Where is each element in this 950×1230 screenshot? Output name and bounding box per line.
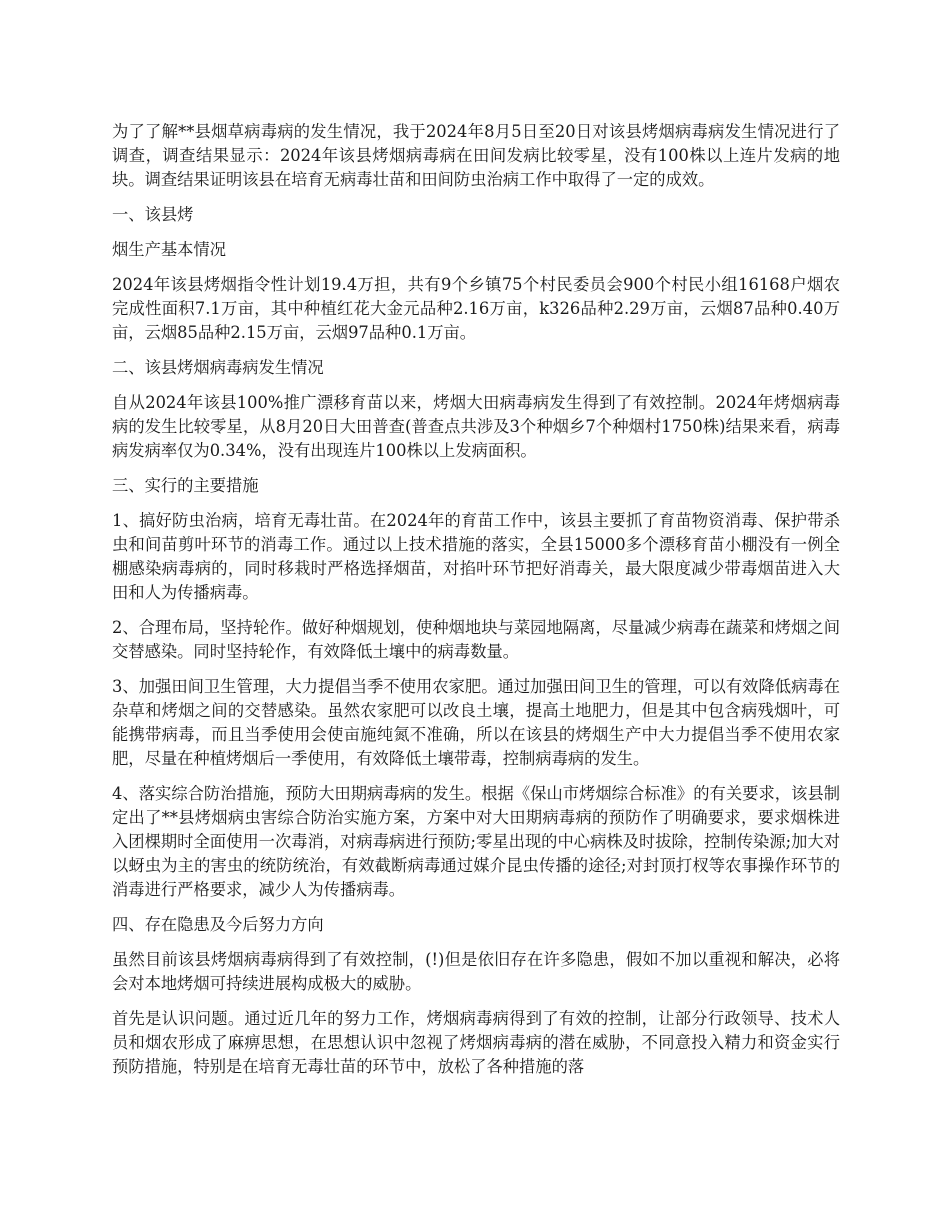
document-body: [112, 120, 840, 1090]
section-heading-3: 三、实行的主要措施: [112, 476, 259, 495]
measure-paragraph-4: 4、落实综合防治措施，预防大田期病毒病的发生。根据《保山市烤烟综合标准》的有关要求，该县制定出了**县烤烟病虫害综合防治实施方案，方案中对大田期病毒病的预防作了明确要求，要求烟株进入团棵期时全面使用一次毒消，对病毒病进行预防;零星出现的中心病株及时拔除，控制传染源;加大对以蚜虫为主的害虫的统防统治，有效截断病毒通过媒介昆虫传播的途径;对封顶打杈等农事操作环节的消毒进行严格要求，减少人为传播病毒。: [112, 784, 840, 899]
intro-paragraph: 为了了解**县烟草病毒病的发生情况，我于2024年8月5日至20日对该县烤烟病毒病发生情况进行了调查，调查结果显示：2024年该县烤烟病毒病在田间发病比较零星，没有100株以上连片发病的地块。调查结果证明该县在培育无病毒壮苗和田间防虫治病工作中取得了一定的成效。: [112, 122, 840, 189]
section-heading-1: 一、该县烤: [112, 205, 194, 224]
measure-paragraph-2: 2、合理布局，坚持轮作。做好种烟规划，使种烟地块与菜园地隔离，尽量减少病毒在蔬菜和烤烟之间交替感染。同时坚持轮作，有效降低土壤中的病毒数量。: [112, 618, 840, 661]
occurrence-paragraph: 自从2024年该县100%推广漂移育苗以来，烤烟大田病毒病发生得到了有效控制。2024年烤烟病毒病的发生比较零星，从8月20日大田普查(普查点共涉及3个种烟乡7个种烟村1750株)结果来看，病毒病发病率仅为0.34%，没有出现连片100株以上发病面积。: [112, 393, 840, 460]
section-heading-4: 四、存在隐患及今后努力方向: [112, 915, 324, 934]
measure-paragraph-3: 3、加强田间卫生管理，大力提倡当季不使用农家肥。通过加强田间卫生的管理，可以有效降低病毒在杂草和烤烟之间的交替感染。虽然农家肥可以改良土壤，提高土地肥力，但是其中包含病残烟叶，可能携带病毒，而且当季使用会使亩施纯氮不准确，所以在该县的烤烟生产中大力提倡当季不使用农家肥，尽量在种植烤烟后一季使用，有效降低土壤带毒，控制病毒病的发生。: [112, 677, 840, 768]
measure-paragraph-1: 1、搞好防虫治病，培育无毒壮苗。在2024年的育苗工作中，该县主要抓了育苗物资消毒、保护带杀虫和间苗剪叶环节的消毒工作。通过以上技术措施的落实，全县15000多个漂移育苗小棚没有一例全棚感染病毒病的，同时移栽时严格选择烟苗，对掐叶环节把好消毒关，最大限度减少带毒烟苗进入大田和人为传播病毒。: [112, 511, 840, 602]
section-heading-2: 二、该县烤烟病毒病发生情况: [112, 358, 324, 377]
production-paragraph: 2024年该县烤烟指令性计划19.4万担，共有9个乡镇75个村民委员会900个村民小组16168户烟农完成性面积7.1万亩，其中种植红花大金元品种2.16万亩，k326品种2.29万亩，云烟87品种0.40万亩，云烟85品种2.15万亩，云烟97品种0.1万亩。: [112, 275, 840, 342]
risk-paragraph: 虽然目前该县烤烟病毒病得到了有效控制，(!)但是依旧存在许多隐患，假如不加以重视和解决，必将会对本地烤烟可持续进展构成极大的威胁。: [112, 950, 840, 993]
awareness-paragraph: 首先是认识问题。通过近几年的努力工作，烤烟病毒病得到了有效的控制，让部分行政领导、技术人员和烟农形成了麻痹思想，在思想认识中忽视了烤烟病毒病的潜在威胁，不同意投入精力和资金实行预防措施，特别是在培育无毒壮苗的环节中，放松了各种措施的落: [112, 1009, 840, 1076]
section-heading-1-cont: 烟生产基本情况: [112, 240, 226, 259]
